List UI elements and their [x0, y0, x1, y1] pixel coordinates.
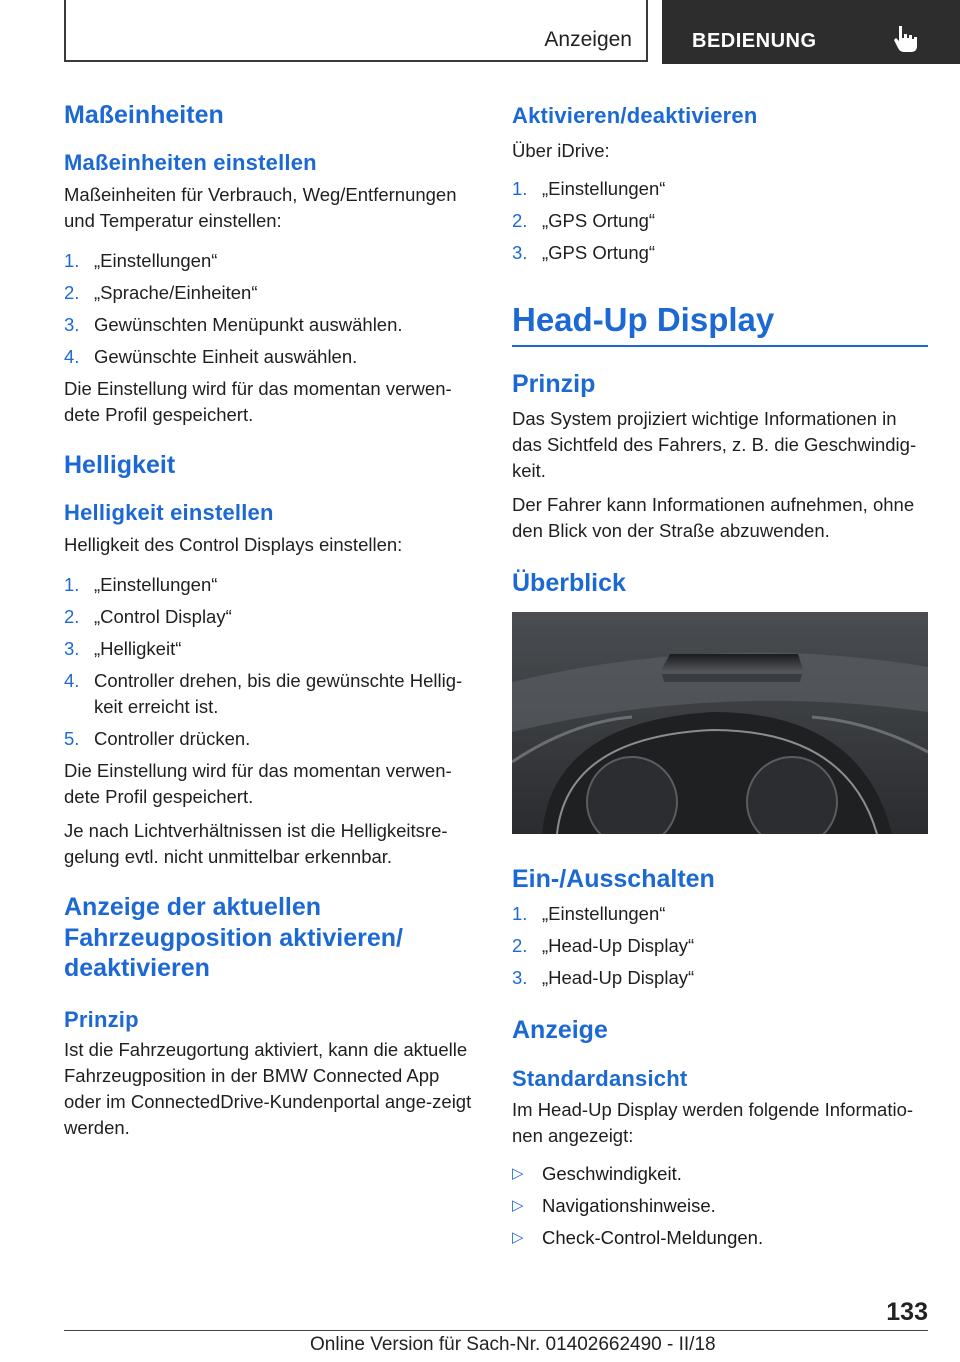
paragraph: Der Fahrer kann Informationen aufnehmen, ohne den Blick von der Straße abzuwenden. — [512, 493, 915, 541]
chapter-title-head-up-display: Head-Up Display — [512, 300, 928, 348]
footer-divider — [64, 1330, 928, 1331]
list-item: 3. „Head-Up Display“ — [512, 966, 695, 988]
paragraph: Maßeinheiten für Verbrauch, Weg/Entfernungen und Temperatur einstellen: — [64, 184, 457, 231]
paragraph: Die Einstellung wird für das momentan verwen-dete Profil gespeichert. — [64, 378, 452, 425]
paragraph: Im Head-Up Display werden folgende Informatio-nen angezeigt: — [512, 1098, 914, 1146]
list-item: 3. Gewünschten Menüpunkt auswählen. — [64, 314, 403, 335]
paragraph: Die Einstellung wird für das momentan verwen-dete Profil gespeichert. — [64, 760, 452, 807]
steps-list-masseinheiten — [64, 248, 480, 370]
paragraph: Das System projiziert wichtige Informationen in das Sichtfeld des Fahrers, z. B. die Geschwindig-keit. — [512, 407, 917, 481]
triangle-bullet-icon: ▷ — [512, 1164, 524, 1182]
list-item: ▷ Check-Control-Meldungen. — [512, 1225, 928, 1251]
paragraph: Je nach Lichtverhältnissen ist die Helligkeitsre-gelung evtl. nicht unmittelbar erkennbar. — [64, 820, 448, 867]
list-item: 3. „GPS Ortung“ — [512, 241, 656, 263]
section-title-helligkeit: Helligkeit — [64, 451, 176, 479]
page-header — [64, 0, 960, 66]
triangle-bullet-icon: ▷ — [512, 1228, 524, 1246]
subsection-title-helligkeit-einstellen: Helligkeit einstellen — [64, 499, 274, 525]
paragraph: Über iDrive: — [512, 139, 610, 161]
steps-list-gps — [512, 176, 928, 266]
section-tab — [64, 0, 648, 62]
list-item: 2. „Head-Up Display“ — [512, 934, 695, 956]
list-item: 4. Controller drehen, bis die gewünschte Hellig-keit erreicht ist. — [64, 670, 463, 717]
right-column — [512, 102, 928, 1257]
subsection-title-standardansicht: Standardansicht — [512, 1066, 688, 1092]
chapter-tab-label: BEDIENUNG — [692, 30, 817, 52]
paragraph: Ist die Fahrzeugortung aktiviert, kann die aktuelle Fahrzeugposition in der BMW Connected App oder im ConnectedDrive-Kundenportal ange-zeigt werden. — [64, 1039, 472, 1138]
subsection-title-aktivieren-deaktivieren: Aktivieren/deaktivieren — [512, 103, 758, 128]
steps-list-hud — [512, 901, 928, 991]
list-item: 2. „GPS Ortung“ — [512, 209, 656, 231]
list-item: ▷ Geschwindigkeit. — [512, 1161, 928, 1187]
online-version-note: Online Version für Sach-Nr. 01402662490 - II/18 — [310, 1334, 716, 1355]
subsection-title-masseinheiten-einstellen: Maßeinheiten einstellen — [64, 149, 317, 175]
head-up-display-photo — [512, 612, 928, 834]
section-title-masseinheiten: Maßeinheiten — [64, 101, 224, 129]
dashboard-illustration — [512, 612, 928, 834]
list-item: 5. Controller drücken. — [64, 728, 251, 749]
chapter-tab — [662, 0, 960, 64]
list-item: 2. „Sprache/Einheiten“ — [64, 282, 258, 303]
list-item: 1. „Einstellungen“ — [64, 574, 218, 595]
section-title-fahrzeugposition: Anzeige der aktuellen Fahrzeugposition aktivieren/ deaktivieren — [64, 893, 403, 982]
list-item: 1. „Einstellungen“ — [64, 250, 218, 271]
list-item: 1. „Einstellungen“ — [512, 902, 666, 924]
info-list — [512, 1161, 928, 1251]
list-item: 4. Gewünschte Einheit auswählen. — [64, 346, 358, 367]
section-title-prinzip: Prinzip — [512, 370, 596, 399]
left-column — [64, 100, 480, 1141]
list-item: 2. „Control Display“ — [64, 606, 232, 627]
section-title-anzeige: Anzeige — [512, 1015, 608, 1044]
pointing-hand-icon — [893, 24, 919, 54]
paragraph: Helligkeit des Control Displays einstellen: — [64, 534, 403, 555]
list-item: 3. „Helligkeit“ — [64, 638, 182, 659]
page-number: 133 — [886, 1298, 928, 1326]
subsection-title-prinzip: Prinzip — [64, 1006, 139, 1032]
list-item: ▷ Navigationshinweise. — [512, 1193, 928, 1219]
list-item: 1. „Einstellungen“ — [512, 177, 666, 199]
section-title-ueberblick: Überblick — [512, 568, 626, 597]
steps-list-helligkeit — [64, 572, 480, 752]
section-tab-label: Anzeigen — [544, 28, 632, 51]
triangle-bullet-icon: ▷ — [512, 1196, 524, 1214]
section-title-ein-ausschalten: Ein-/Ausschalten — [512, 865, 715, 894]
